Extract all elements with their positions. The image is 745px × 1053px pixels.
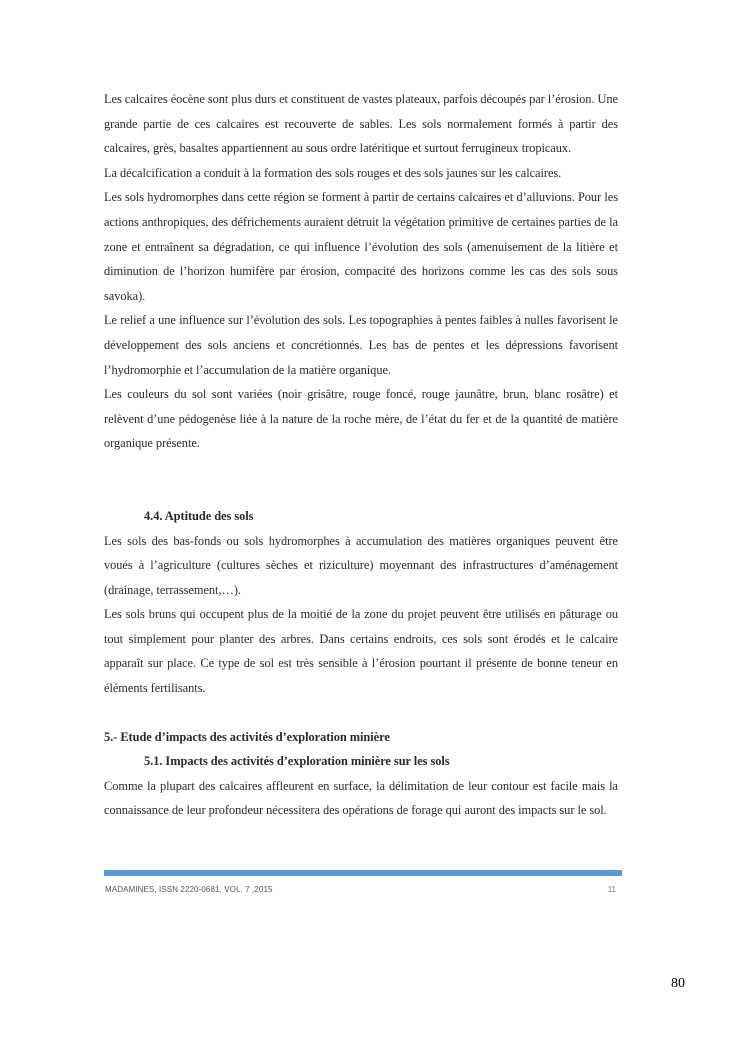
body-paragraph: Les calcaires éocène sont plus durs et constituent de vastes plateaux, parfois découpés par l’érosion. Une grande partie de ces calcaires est recouverte de sables. Les sols normalement formés à partir des calcaires, grès, basaltes appartiennent au sous ordre latéritique et surtout ferrugineux tropicaux. bbox=[104, 92, 618, 156]
footer-page-number: 11 bbox=[607, 885, 616, 894]
footer-journal-citation: MADAMINES, ISSN 2220-0681, VOL. 7 ,2015 bbox=[105, 885, 273, 894]
body-paragraph: Les sols hydromorphes dans cette région se forment à partir de certains calcaires et d’alluvions. Pour les actions anthropiques, des défrichements auraient détruit la végétation primitive de certaines parties de la zone et entraînent sa dégradation, ce qui influence l’évolution des sols (amenuisement de la litière et diminution de l’horizon humifère par érosion, compacité des horizons comme les cas des sols sous savoka). bbox=[104, 190, 618, 303]
body-paragraph: Les couleurs du sol sont variées (noir grisâtre, rouge foncé, rouge jaunâtre, brun, blanc rosâtre) et relèvent d’une pédogenèse liée à la nature de la roche mère, de l’état du fer et de la quantité de matière organique présente. bbox=[104, 387, 618, 451]
body-paragraph: Les sols bruns qui occupent plus de la moitié de la zone du projet peuvent être utilisés en pâturage ou tout simplement pour planter des arbres. Dans certains endroits, ces sols sont érodés et le calcaire apparaît sur place. Ce type de sol est très sensible à l’érosion pourtant il présente de bonne teneur en éléments fertilisants. bbox=[104, 607, 618, 696]
outer-page-number: 80 bbox=[671, 976, 685, 991]
body-paragraph: La décalcification a conduit à la formation des sols rouges et des sols jaunes sur les calcaires. bbox=[104, 165, 562, 180]
document-body bbox=[104, 87, 618, 823]
footer-rule bbox=[104, 870, 622, 876]
spacer bbox=[104, 480, 618, 504]
section-heading-5-1: 5.1. Impacts des activités d’exploration minière sur les sols bbox=[144, 754, 450, 769]
body-paragraph: Le relief a une influence sur l’évolution des sols. Les topographies à pentes faibles à nulles favorisent le développement des sols anciens et concrétionnés. Les bas de pentes et les dépressions favorisent l’hydromorphie et l’accumulation de la matière organique. bbox=[104, 313, 618, 377]
spacer bbox=[104, 701, 618, 725]
section-heading-4-4: 4.4. Aptitude des sols bbox=[144, 508, 254, 523]
spacer bbox=[104, 456, 618, 480]
section-heading-5: 5.- Etude d’impacts des activités d’exploration minière bbox=[104, 729, 390, 744]
body-paragraph: Comme la plupart des calcaires affleurent en surface, la délimitation de leur contour est facile mais la connaissance de leur profondeur nécessitera des opérations de forage qui auront des impacts sur le sol. bbox=[104, 778, 618, 818]
body-paragraph: Les sols des bas-fonds ou sols hydromorphes à accumulation des matières organiques peuvent être voués à l’agriculture (cultures sèches et riziculture) moyennant des infrastructures d’aménagement (drainage, terrassement,…). bbox=[104, 533, 618, 597]
